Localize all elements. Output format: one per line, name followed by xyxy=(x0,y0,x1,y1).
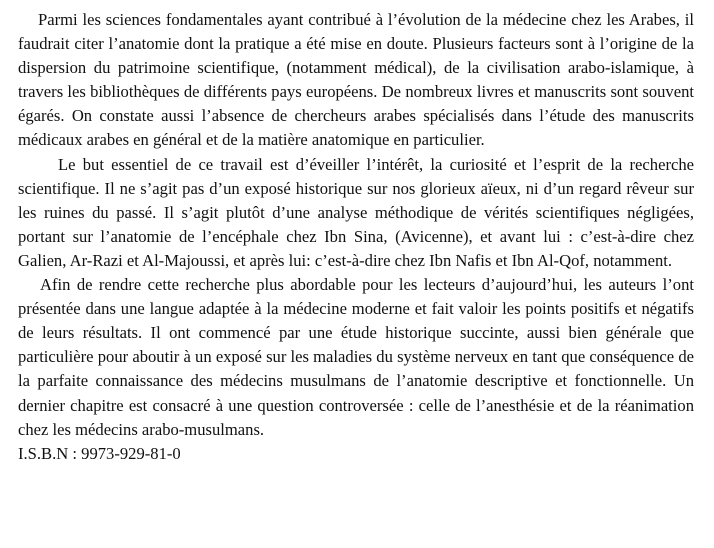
paragraph-purpose: Le but essentiel de ce travail est d’éveiller l’intérêt, la curiosité et l’esprit de la recherche scientifique. Il ne s’agit pas d’un exposé historique sur nos glorieux aïeux, ni d’un regard rêveur sur les ruines du passé. Il s’agit plutôt d’une analyse méthodique de vérités scientifiques négligées, portant sur l’anatomie de l’encéphale chez Ibn Sina, (Avicenne), et avant lui : c’est-à-dire chez Galien, Ar-Razi et Al-Majoussi, et après lui: c’est-à-dire chez Ibn Nafis et Ibn Al-Qof, notamment. xyxy=(18,154,694,270)
book-back-cover-text xyxy=(18,8,694,466)
paragraph-introduction: Parmi les sciences fondamentales ayant contribué à l’évolution de la médecine chez les Arabes, il faudrait citer l’anatomie dont la pratique a été mise en doute. Plusieurs facteurs sont à l’origine de la dispersion du patrimoine scientifique, (notamment médical), de la civilisation arabo-islamique, à travers les bibliothèques de différents pays européens. De nombreux livres et manuscrits sont souvent égarés. On constate aussi l’absence de chercheurs arabes spécialisés dans l’étude des manuscrits médicaux arabes en général et de la matière anatomique en particulier. xyxy=(18,10,694,150)
isbn-line: I.S.B.N : 9973-929-81-0 xyxy=(18,443,181,463)
paragraph-content-summary: Afin de rendre cette recherche plus abordable pour les lecteurs d’aujourd’hui, les auteurs l’ont présentée dans une langue adaptée à la médecine moderne et fait valoir les points positifs et négatifs de leurs résultats. Il ont commencé par une étude historique succinte, aussi bien générale que particulière pour aboutir à un exposé sur les maladies du système nerveux en tant que conséquence de la parfaite connaissance des médecins musulmans de l’anatomie descriptive et fonctionnelle. Un dernier chapitre est consacré à une question controversée : celle de l’anesthésie et de la réanimation chez les médecins arabo-musulmans. xyxy=(18,275,694,439)
